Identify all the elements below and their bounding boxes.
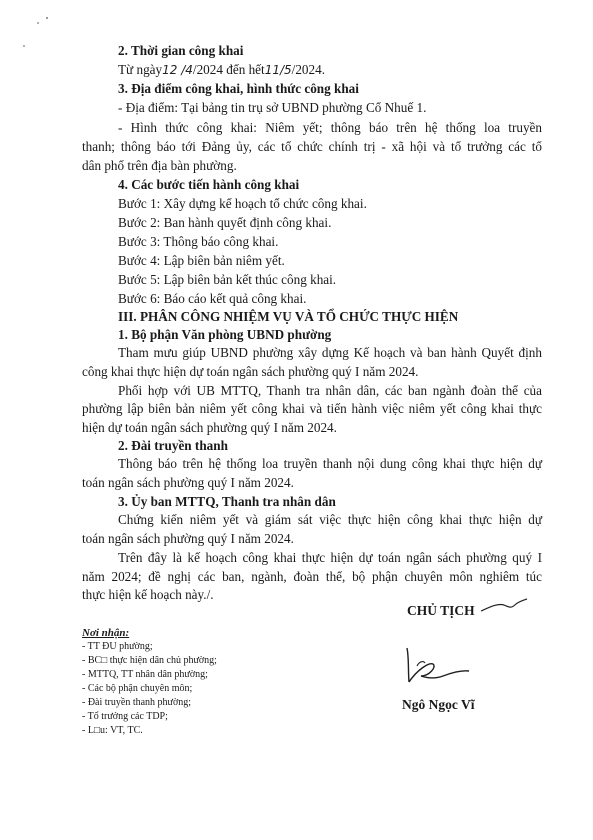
- recipient-item: - TT ĐU phường;: [82, 641, 153, 652]
- recipient-item: - MTTQ, TT nhân dân phường;: [82, 669, 208, 680]
- closing-line-3: thực hiện kế hoạch này./.: [82, 587, 214, 602]
- part-3-heading: 3. Ủy ban MTTQ, Thanh tra nhân dân: [118, 494, 336, 509]
- section-2-heading: 2. Thời gian công khai: [118, 43, 244, 58]
- section-3-location: - Địa điểm: Tại bảng tin trụ sở UBND phường Cổ Nhuế 1.: [118, 100, 427, 115]
- section-4-heading: 4. Các bước tiến hành công khai: [118, 177, 300, 192]
- period-mid: /2024 đến hết: [192, 62, 265, 77]
- section-iii-heading: III. PHÂN CÔNG NHIỆM VỤ VÀ TỔ CHỨC THỰC HIỆN: [118, 309, 459, 324]
- part-2-line-2: toán ngân sách phường quý I năm 2024.: [82, 475, 294, 490]
- handwritten-date-to: 11/5: [264, 63, 292, 77]
- handwritten-signature: [395, 640, 485, 690]
- recipient-item: - Tổ trưởng các TDP;: [82, 711, 168, 722]
- closing-line-1: Trên đây là kế hoạch công khai thực hiện dự toán ngân sách phường quý I: [118, 550, 542, 565]
- recipient-item: - BC□ thực hiện dân chủ phường;: [82, 655, 217, 666]
- handwritten-date-from: 12 /4: [162, 63, 193, 77]
- section-3-heading: 3. Địa điểm công khai, hình thức công khai: [118, 81, 359, 96]
- recipients-title: Nơi nhận:: [82, 627, 130, 639]
- part-3-line-2: toán ngân sách phường quý I năm 2024.: [82, 531, 294, 546]
- part-2-heading: 2. Đài truyền thanh: [118, 438, 228, 453]
- step-3: Bước 3: Thông báo công khai.: [118, 234, 279, 249]
- signature-title: CHỦ TỊCH: [407, 603, 475, 618]
- section-3-form-line-1: - Hình thức công khai: Niêm yết; thông báo trên hệ thống loa truyền: [118, 120, 542, 135]
- part-2-line-1: Thông báo trên hệ thống loa truyền thanh nội dung công khai thực hiện dự: [118, 456, 542, 471]
- step-2: Bước 2: Ban hành quyết định công khai.: [118, 215, 332, 230]
- part-1-b-line-3: hiện dự toán ngân sách phường quý I năm 2024.: [82, 420, 337, 435]
- step-6: Bước 6: Báo cáo kết quả công khai.: [118, 291, 307, 306]
- signer-name: Ngô Ngọc Vĩ: [402, 697, 475, 712]
- closing-line-2: năm 2024; đề nghị các ban, ngành, đoàn thể, bộ phận chuyên môn nghiêm túc: [82, 569, 542, 584]
- signature-flourish: [478, 596, 528, 616]
- part-1-a-line-1: Tham mưu giúp UBND phường xây dựng Kế hoạch và ban hành Quyết định: [118, 345, 542, 360]
- part-3-line-1: Chứng kiến niêm yết và giám sát việc thực hiện công khai thực hiện dự: [118, 512, 542, 527]
- recipient-item: - Các bộ phận chuyên môn;: [82, 683, 193, 694]
- section-3-form-line-3: dân phố trên địa bàn phường.: [82, 158, 237, 173]
- recipient-item: - Đài truyền thanh phường;: [82, 697, 192, 708]
- section-2-period: [118, 62, 325, 78]
- period-suffix: /2024.: [291, 62, 325, 77]
- part-1-b-line-2: phường lập biên bản niêm yết công khai và tiến hành việc niêm yết công khai thực: [82, 401, 542, 416]
- scan-specks: [14, 14, 54, 54]
- part-1-heading: 1. Bộ phận Văn phòng UBND phường: [118, 327, 332, 342]
- step-5: Bước 5: Lập biên bản kết thúc công khai.: [118, 272, 337, 287]
- recipient-item: - L□u: VT, TC.: [82, 725, 143, 736]
- period-prefix: Từ ngày: [118, 62, 163, 77]
- section-3-form-line-2: thanh; thông báo tới Đảng ủy, các tổ chức chính trị - xã hội và tổ trưởng các tổ: [82, 139, 542, 154]
- step-1: Bước 1: Xây dựng kế hoạch tổ chức công khai.: [118, 196, 367, 211]
- part-1-a-line-2: công khai thực hiện dự toán ngân sách phường quý I năm 2024.: [82, 364, 419, 379]
- step-4: Bước 4: Lập biên bản niêm yết.: [118, 253, 285, 268]
- part-1-b-line-1: Phối hợp với UB MTTQ, Thanh tra nhân dân, các ban ngành đoàn thể của: [118, 383, 542, 398]
